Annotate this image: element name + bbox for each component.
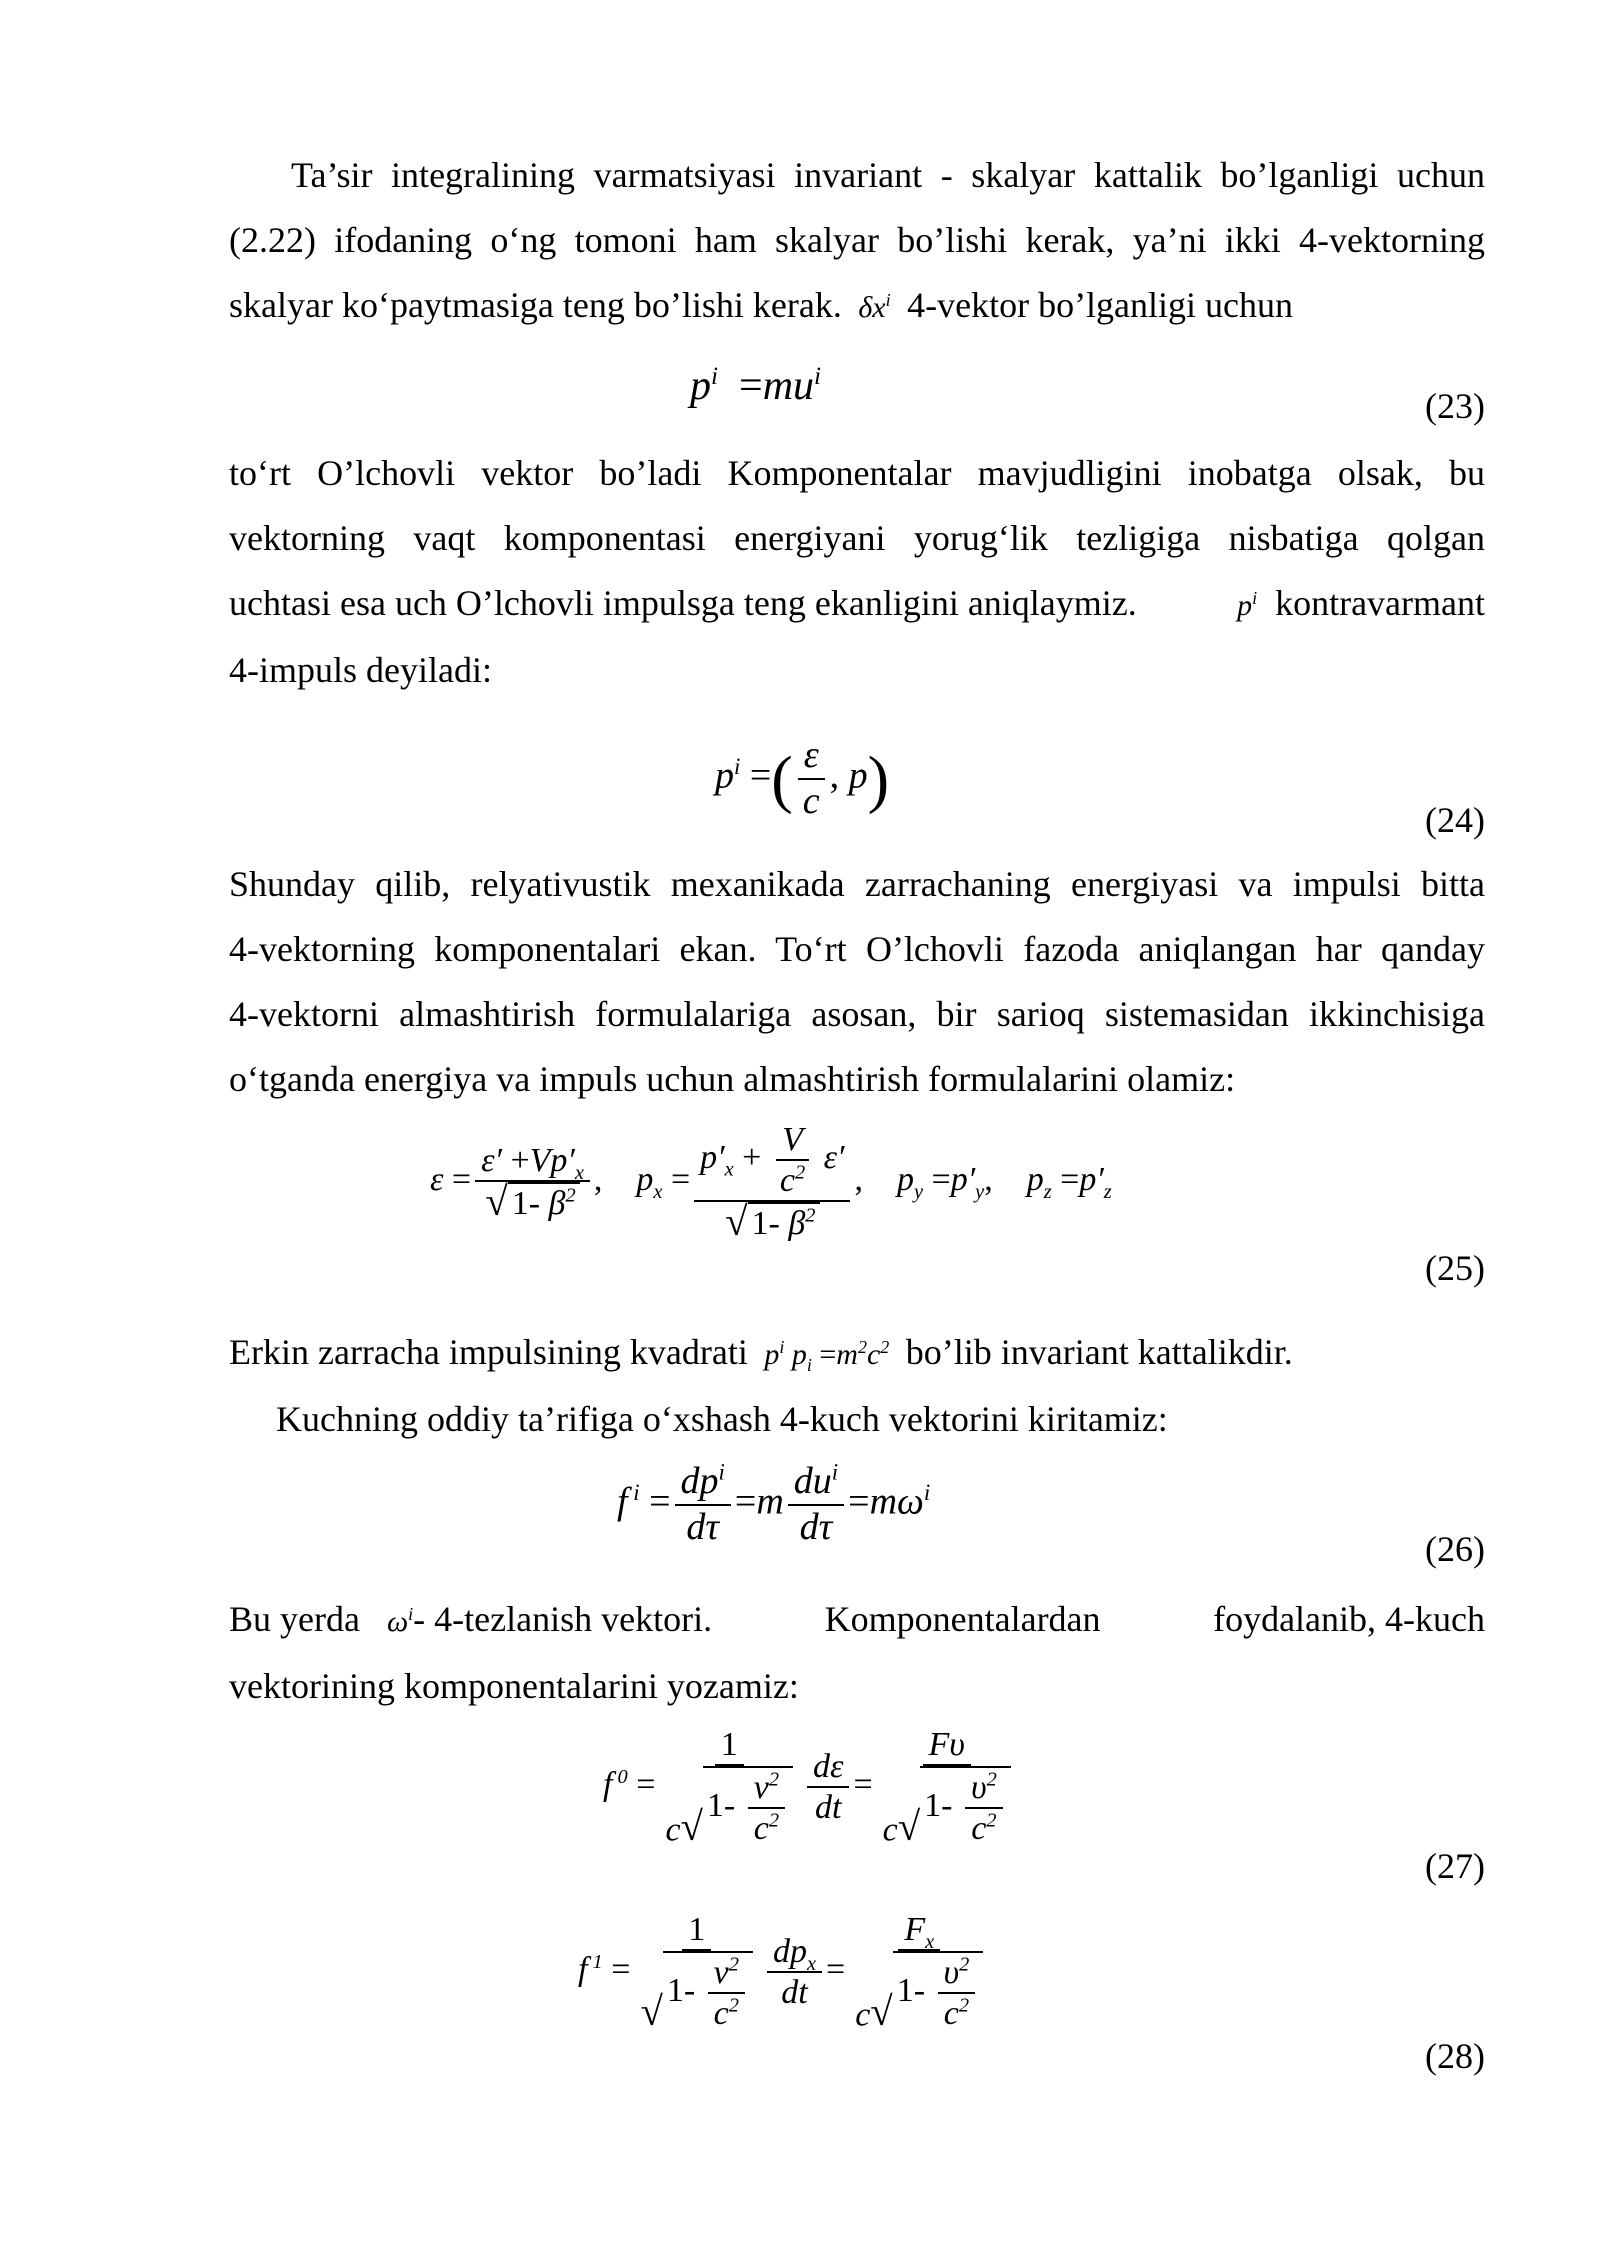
equation-26: f $^i$ = $\frac{dp^i}{d\tau}$ =m $\frac{du^i}{d\tau}$ $=m\omega^i$ bbox=[617, 1459, 931, 1548]
text-fragment: Bu yerda bbox=[229, 1599, 360, 1639]
text-line: Ta’sir integralining varmatsiyasi invariant - skalyar kattalik bo’lganligi uchun bbox=[291, 155, 1485, 195]
paragraph-6 bbox=[229, 1587, 1485, 1719]
inline-formula-p-i: $p^i$ bbox=[1237, 588, 1258, 622]
equation-number-25: (25) bbox=[1425, 1248, 1485, 1288]
text-fragment: bo’lib invariant kattalikdir. bbox=[905, 1332, 1293, 1372]
equation-number-26: (26) bbox=[1425, 1529, 1485, 1569]
text-line: Shunday qilib, relyativustik mexanikada zarrachaning energiyasi va impulsi bitta bbox=[229, 864, 1485, 904]
text-line: vektorining komponentalarini yozamiz: bbox=[229, 1666, 799, 1706]
text-fragment: 4-vektor bo’lganligi uchun bbox=[907, 285, 1294, 325]
text-fragment: Komponentalardan bbox=[824, 1599, 1101, 1639]
text-line: 4-vektorning komponentalari ekan. To‘rt O’lchovli fazoda aniqlangan har qanday bbox=[229, 929, 1485, 969]
inline-formula-delta-x: $\delta x^i$ bbox=[850, 290, 891, 324]
text-line bbox=[229, 571, 1485, 638]
equation-number-24: (24) bbox=[1425, 800, 1485, 840]
text-fragment: Erkin zarracha impulsining kvadrati bbox=[229, 1332, 748, 1372]
text-line: 4-impuls deyiladi: bbox=[229, 650, 492, 690]
text-line bbox=[229, 273, 1485, 340]
equation-number-28: (28) bbox=[1425, 2036, 1485, 2076]
text-line: 4-vektorni almashtirish formulalariga asosan, bir sarioq sistemasidan ikkinchisiga bbox=[229, 994, 1485, 1034]
text-line: Kuchning oddiy ta’rifiga o‘xshash 4-kuch vektorini kiritamiz: bbox=[276, 1399, 1168, 1439]
inline-formula-momentum-square: $p^i$ $p_i =m^2c^2$ bbox=[756, 1337, 890, 1375]
equation-24: $p^i$ =( $\frac{\varepsilon}{c}$ , p) bbox=[715, 734, 890, 822]
text-fragment: kontravarmant bbox=[1275, 583, 1485, 623]
text-line bbox=[229, 1320, 1485, 1387]
equation-number-27: (27) bbox=[1425, 1846, 1485, 1886]
text-fragment: foydalanib, 4-kuch bbox=[1213, 1599, 1485, 1639]
equation-27: f $^0$ = 1 c √ 1- $\frac{v^2}{c^2}$ $\frac{d\varepsilon}{dt}$ = Fυ c √ 1- $\frac{\upsilon^2}{c^2}$ bbox=[603, 1725, 1021, 1850]
equation-28: f $^1$ = 1 √ 1- $\frac{v^2}{c^2}$ $\frac{dp_x}{dt}$ = $F_x$ c √ 1- $\frac{\upsilon^2}{c^2}$ bbox=[578, 1910, 993, 2035]
text-fragment: uchtasi esa uch O’lchovli impulsga teng ekanligini aniqlaymiz. bbox=[229, 583, 1137, 623]
equation-23: $p^i =mu^i$ bbox=[690, 363, 822, 409]
paragraph-4 bbox=[229, 1320, 1485, 1452]
text-line: (2.22) ifodaning o‘ng tomoni ham skalyar bo’lishi kerak, ya’ni ikki 4-vektorning bbox=[229, 220, 1485, 260]
text-line: to‘rt O’lchovli vektor bo’ladi Komponentalar mavjudligini inobatga olsak, bu bbox=[229, 453, 1485, 493]
text-fragment: - 4-tezlanish vektori. bbox=[413, 1599, 713, 1639]
text-line bbox=[229, 1587, 1485, 1654]
paragraph-3 bbox=[229, 852, 1485, 1112]
text-line: vektorning vaqt komponentasi energiyani yorug‘lik tezligiga nisbatiga qolgan bbox=[229, 518, 1485, 558]
paragraph-1 bbox=[229, 143, 1485, 340]
equation-number-23: (23) bbox=[1425, 386, 1485, 426]
inline-formula-omega-i: $\omega^i$ bbox=[386, 1604, 414, 1638]
paragraph-2 bbox=[229, 441, 1485, 703]
text-fragment: skalyar ko‘paytmasiga teng bo’lishi kerak. bbox=[229, 285, 842, 325]
equation-25: ε = $\varepsilon' +Vp'_x$ √ 1- $\beta^2$ , $p_x$ = $p'_x$ + $\frac{V}{c^2}$ ε′ √ 1- $\beta^2$ , $p_y =p'_y$, $p_z =p'_z$ bbox=[430, 1121, 1112, 1245]
text-line: o‘tganda energiya va impuls uchun almashtirish formulalarini olamiz: bbox=[229, 1059, 1236, 1099]
